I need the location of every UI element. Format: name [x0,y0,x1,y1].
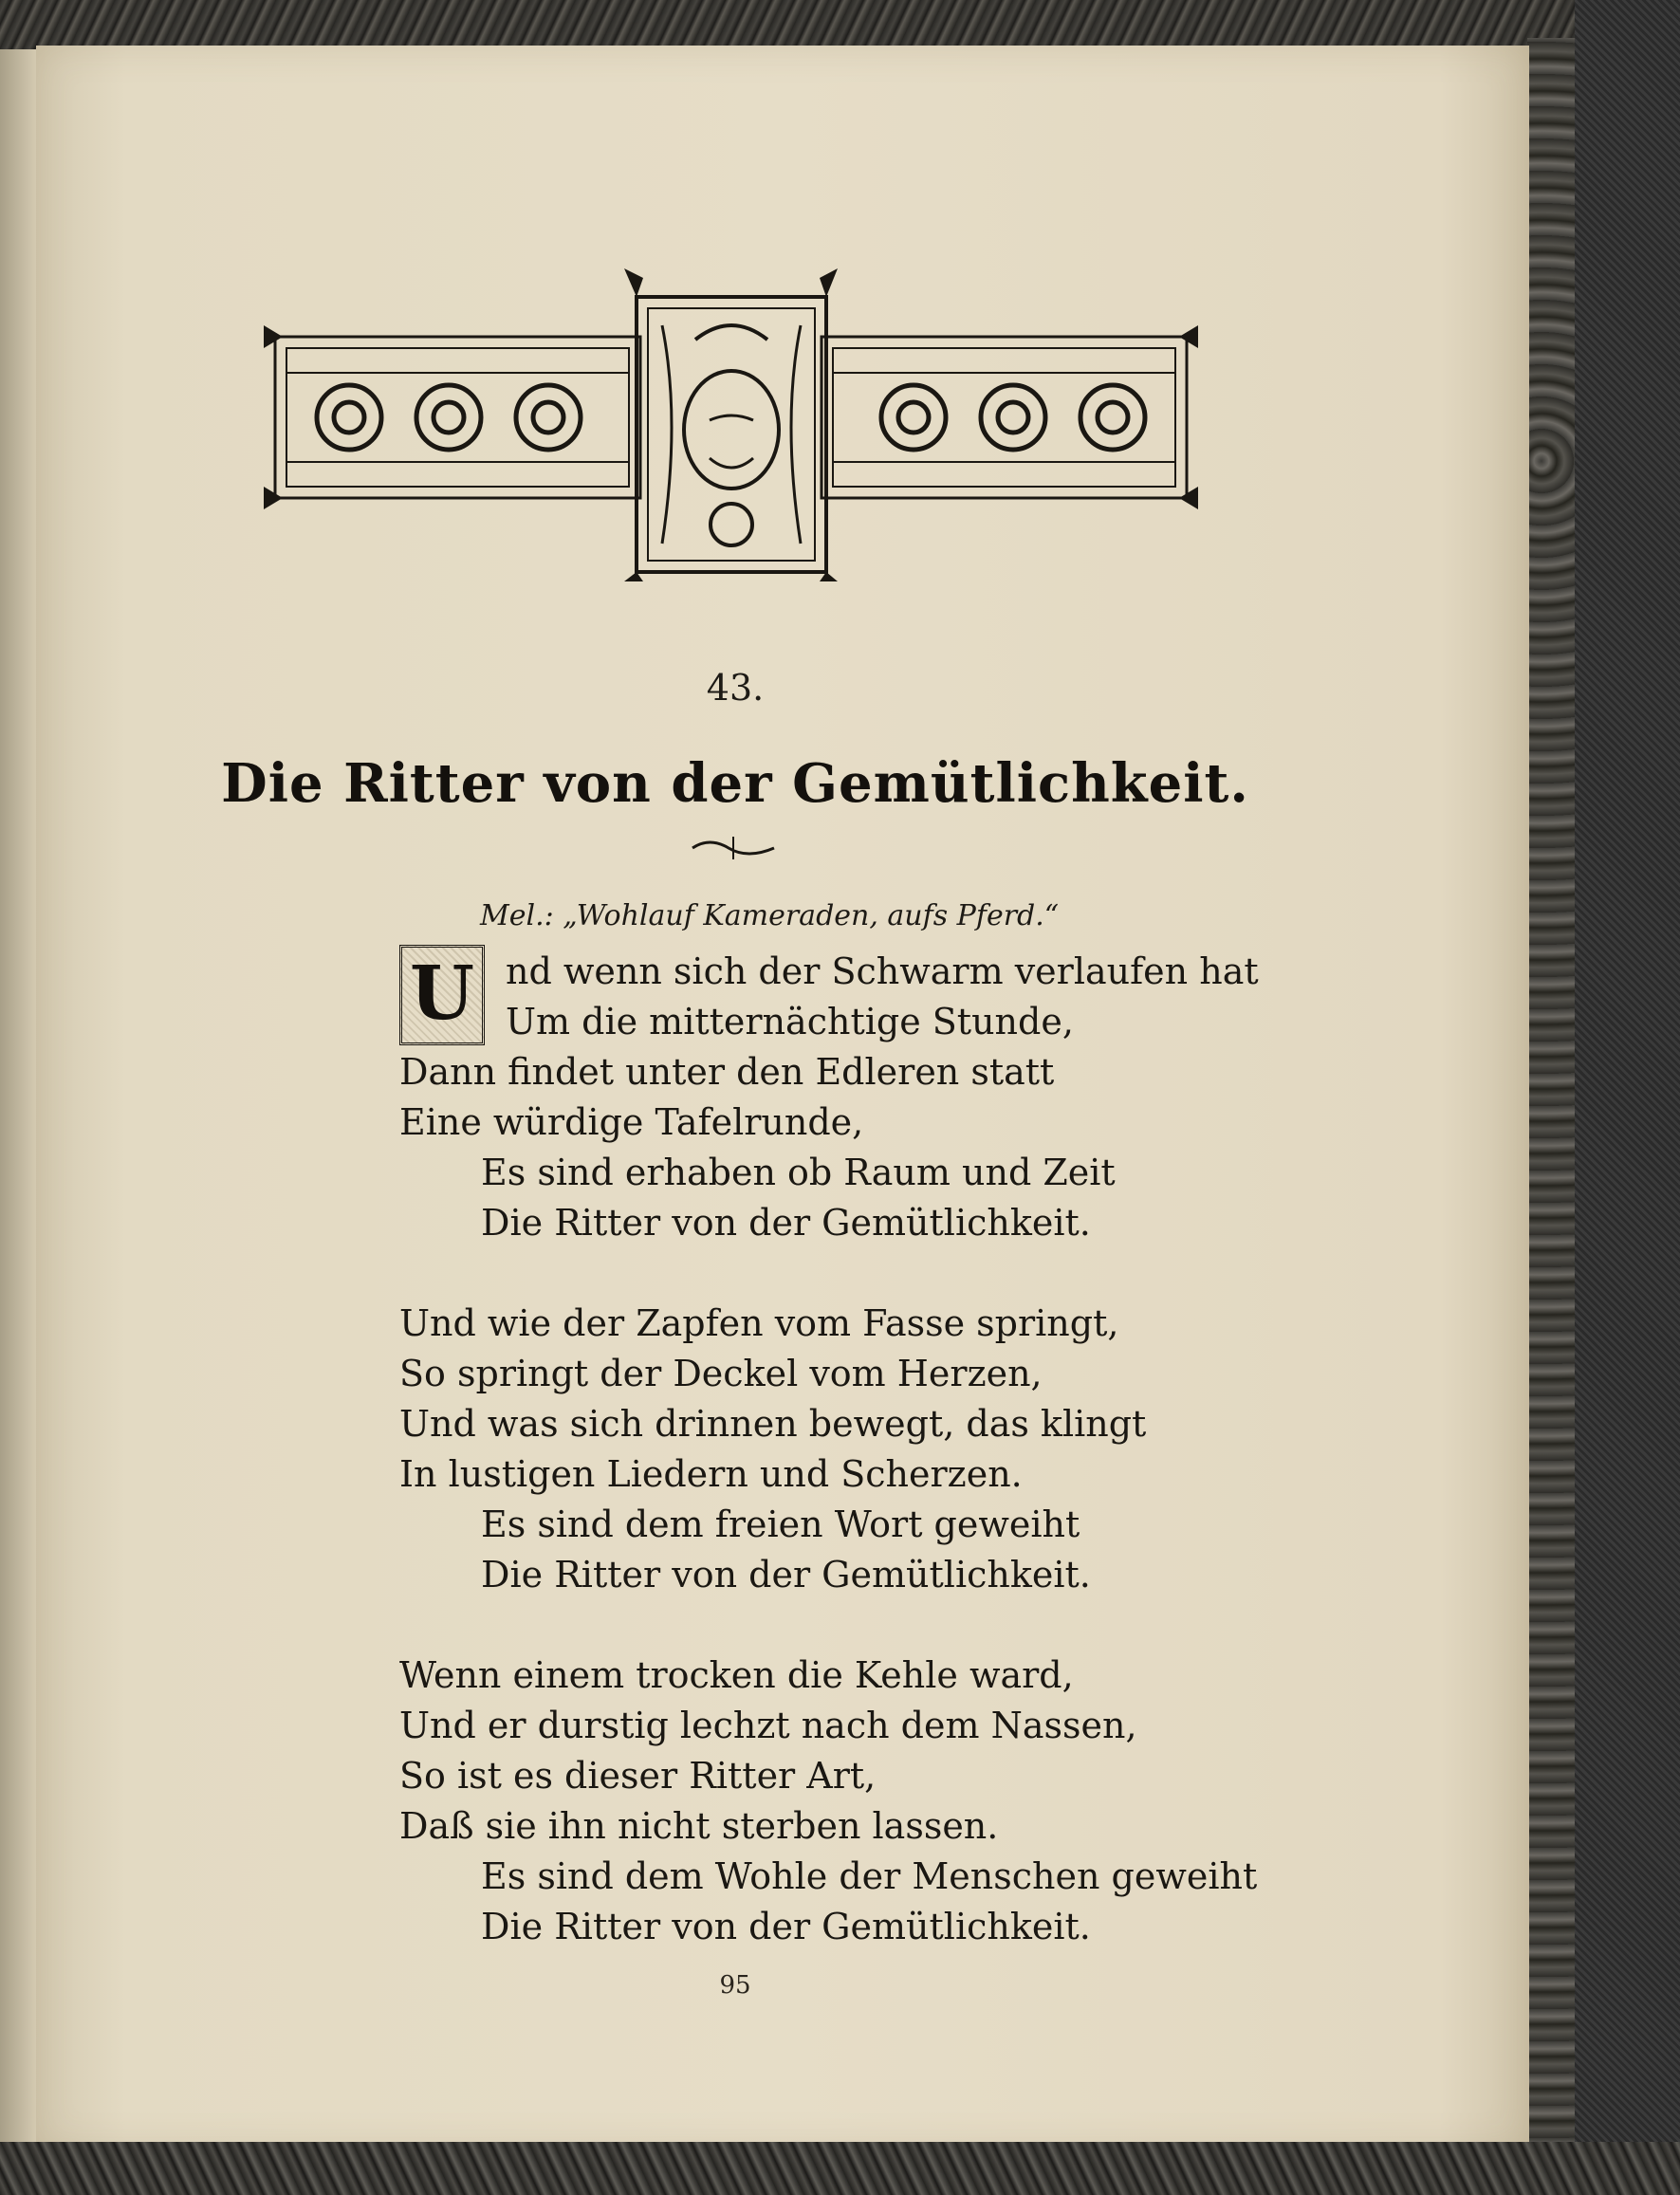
melody-note: Mel.: „Wohlauf Kameraden, aufs Pferd.“ [480,899,1060,932]
marbled-edge-right [1527,38,1575,2153]
poem-line: Und was sich drinnen bewegt, das klingt [399,1403,1147,1445]
song-title: Die Ritter von der Gemütlichkeit. [221,752,1249,815]
poem-line: Und wie der Zapfen vom Fasse springt, [399,1302,1119,1344]
ornamental-headpiece [264,268,1198,581]
marbled-edge-bottom [0,2142,1680,2195]
poem-line: So springt der Deckel vom Herzen, [399,1353,1043,1394]
stanza-2 [399,1299,1348,1600]
refrain-line: Es sind erhaben ob Raum und Zeit [481,1152,1116,1193]
refrain-line: Die Ritter von der Gemütlichkeit. [481,1554,1091,1596]
poem-line: In lustigen Liedern und Scherzen. [399,1453,1023,1495]
poem-line: Dann findet unter den Edleren statt [399,1051,1055,1093]
stanza-3 [399,1651,1348,1952]
refrain-line: Die Ritter von der Gemütlichkeit. [481,1202,1091,1244]
poem-line: Daß sie ihn nicht sterben lassen. [399,1805,999,1847]
poem [399,947,1348,1952]
drop-cap: U [399,945,485,1045]
page-number: 95 [719,1971,751,2000]
poem-line: Um die mitternächtige Stunde, [506,1001,1074,1042]
poem-line: So ist es dieser Ritter Art, [399,1755,877,1797]
facing-page-edge [0,49,38,2148]
poem-line: Eine würdige Tafelrunde, [399,1101,864,1143]
refrain-line: Es sind dem Wohle der Menschen geweiht [481,1855,1258,1897]
flourish-ornament [691,835,776,861]
poem-line: Und er durstig lechzt nach dem Nassen, [399,1705,1137,1746]
poem-line-text: nd wenn sich der Schwarm verlaufen hat [506,950,1259,992]
refrain-line: Es sind dem freien Wort geweiht [481,1503,1080,1545]
stanza-1 [399,947,1348,1248]
cloth-cover-right [1575,0,1680,2195]
book-page [36,46,1529,2149]
refrain-line: Die Ritter von der Gemütlichkeit. [481,1906,1091,1947]
song-number: 43. [706,667,765,709]
poem-line: Wenn einem trocken die Kehle ward, [399,1654,1074,1696]
